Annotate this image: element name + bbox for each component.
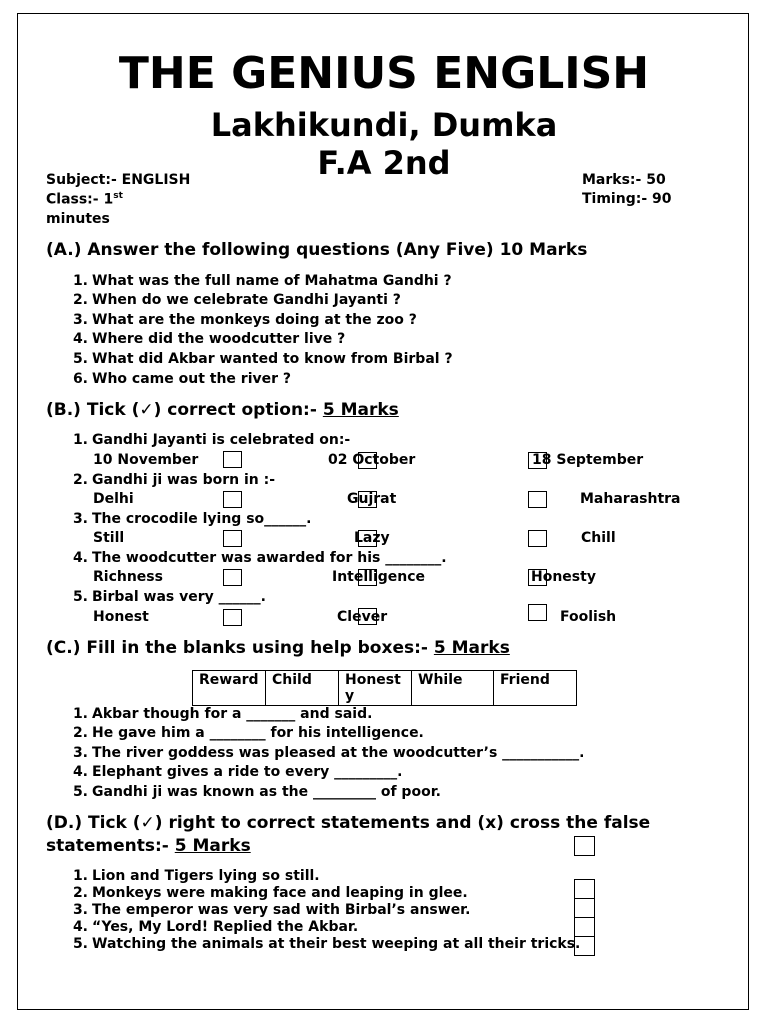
checkbox[interactable] xyxy=(223,530,242,547)
question-text: Elephant gives a ride to every _________. xyxy=(92,764,403,780)
question-b3: 3. The crocodile lying so______. xyxy=(72,511,312,527)
checkbox[interactable] xyxy=(223,609,242,626)
school-title: THE GENIUS ENGLISH xyxy=(118,48,650,99)
statement-text: The emperor was very sad with Birbal’s answer. xyxy=(92,902,471,918)
statement-d5: 5. Watching the animals at their best weeping at all their tricks. xyxy=(72,936,581,952)
timing-label: Timing:- 90 xyxy=(582,191,672,207)
section-a-title: (A.) Answer the following questions (Any Five) 10 Marks xyxy=(46,240,588,260)
question-a4: 4. Where did the woodcutter live ? xyxy=(72,331,346,347)
option-b4-b: Intelligence xyxy=(332,569,426,585)
class-label xyxy=(46,191,123,208)
subject-label: Subject:- ENGLISH xyxy=(46,172,191,188)
question-text: The crocodile lying so______. xyxy=(92,511,312,527)
question-text: He gave him a ________ for his intelligence. xyxy=(92,725,424,741)
help-word: Reward xyxy=(193,671,266,706)
question-a5: 5. What did Akbar wanted to know from Birbal ? xyxy=(72,351,453,367)
option-b4-c: Honesty xyxy=(531,569,596,585)
option-b2-b: Gujrat xyxy=(347,491,397,507)
question-a2: 2. When do we celebrate Gandhi Jayanti ? xyxy=(72,292,401,308)
question-text: What was the full name of Mahatma Gandhi ? xyxy=(92,273,452,289)
checkbox[interactable] xyxy=(574,898,595,918)
school-place: Lakhikundi, Dumka xyxy=(210,106,558,144)
help-word: Honesty xyxy=(339,671,412,706)
checkbox[interactable] xyxy=(574,879,595,899)
checkbox[interactable] xyxy=(223,491,242,508)
marks-label: Marks:- 50 xyxy=(582,172,666,188)
question-text: Birbal was very ______. xyxy=(92,589,266,605)
statement-text: Watching the animals at their best weeping at all their tricks. xyxy=(92,936,581,952)
checkbox[interactable] xyxy=(223,451,242,468)
help-word: While xyxy=(412,671,494,706)
section-c-title xyxy=(46,638,510,658)
section-b-marks: 5 Marks xyxy=(322,400,399,420)
exam-title: F.A 2nd xyxy=(317,144,451,182)
section-b-title xyxy=(46,400,399,420)
checkbox[interactable] xyxy=(574,836,595,856)
question-text: Akbar though for a _______ and said. xyxy=(92,706,373,722)
question-text: When do we celebrate Gandhi Jayanti ? xyxy=(92,292,401,308)
statement-d3: 3. The emperor was very sad with Birbal’s answer. xyxy=(72,902,471,918)
help-word: Child xyxy=(266,671,339,706)
question-text: What are the monkeys doing at the zoo ? xyxy=(92,312,417,328)
section-d-marks: 5 Marks xyxy=(174,836,251,856)
option-b3-c: Chill xyxy=(581,530,616,546)
option-b5-c: Foolish xyxy=(560,609,617,625)
question-text: What did Akbar wanted to know from Birbal ? xyxy=(92,351,453,367)
question-c5: 5. Gandhi ji was known as the _________ of poor. xyxy=(72,784,441,800)
checkbox[interactable] xyxy=(358,452,377,469)
question-text: The river goddess was pleased at the woodcutter’s ___________. xyxy=(92,745,585,761)
section-b-title-text: (B.) Tick (✓) correct option:- xyxy=(46,400,323,420)
question-text: Who came out the river ? xyxy=(92,371,292,387)
question-text: Gandhi ji was known as the _________ of poor. xyxy=(92,784,441,800)
statement-text: Monkeys were making face and leaping in glee. xyxy=(92,885,468,901)
help-box-table xyxy=(192,670,577,706)
question-text: Where did the woodcutter live ? xyxy=(92,331,346,347)
option-b1-b: 02 October xyxy=(328,452,416,468)
statement-text: Lion and Tigers lying so still. xyxy=(92,868,320,884)
section-d-title-line2 xyxy=(46,836,251,856)
section-d-title-text: statements:- xyxy=(46,836,175,856)
option-b1-c: 18 September xyxy=(532,452,644,468)
class-superscript: st xyxy=(113,191,123,201)
option-b5-a: Honest xyxy=(93,609,149,625)
checkbox[interactable] xyxy=(574,917,595,937)
checkbox[interactable] xyxy=(223,569,242,586)
checkbox[interactable] xyxy=(528,604,547,621)
option-b5-b: Clever xyxy=(337,609,388,625)
question-text: Gandhi Jayanti is celebrated on:- xyxy=(92,432,351,448)
statement-d4: 4. “Yes, My Lord! Replied the Akbar. xyxy=(72,919,359,935)
question-text: Gandhi ji was born in :- xyxy=(92,472,276,488)
question-b4: 4. The woodcutter was awarded for his ________. xyxy=(72,550,447,566)
help-word: Friend xyxy=(494,671,577,706)
statement-text: “Yes, My Lord! Replied the Akbar. xyxy=(92,919,359,935)
question-c1: 1. Akbar though for a _______ and said. xyxy=(72,706,373,722)
question-b2: 2. Gandhi ji was born in :- xyxy=(72,472,276,488)
checkbox[interactable] xyxy=(528,530,547,547)
option-b2-a: Delhi xyxy=(93,491,134,507)
checkbox[interactable] xyxy=(528,491,547,508)
section-c-marks: 5 Marks xyxy=(433,638,510,658)
question-c2: 2. He gave him a ________ for his intelligence. xyxy=(72,725,424,741)
statement-d2: 2. Monkeys were making face and leaping in glee. xyxy=(72,885,468,901)
section-c-title-text: (C.) Fill in the blanks using help boxes:- xyxy=(46,638,434,658)
class-text: Class:- 1 xyxy=(46,191,114,208)
question-c3: 3. The river goddess was pleased at the woodcutter’s ___________. xyxy=(72,745,585,761)
minutes-label: minutes xyxy=(46,211,110,227)
option-b4-a: Richness xyxy=(93,569,163,585)
question-a3: 3. What are the monkeys doing at the zoo ? xyxy=(72,312,417,328)
question-text: The woodcutter was awarded for his ________. xyxy=(92,550,447,566)
question-a6: 6. Who came out the river ? xyxy=(72,371,292,387)
question-c4: 4. Elephant gives a ride to every _________. xyxy=(72,764,403,780)
section-d-title-line1: (D.) Tick (✓) right to correct statements and (x) cross the false xyxy=(46,813,651,833)
option-b3-b: Lazy xyxy=(354,530,390,546)
option-b2-c: Maharashtra xyxy=(580,491,681,507)
option-b3-a: Still xyxy=(93,530,125,546)
question-b5: 5. Birbal was very ______. xyxy=(72,589,266,605)
checkbox[interactable] xyxy=(574,936,595,956)
question-a1: 1. What was the full name of Mahatma Gandhi ? xyxy=(72,273,452,289)
option-b1-a: 10 November xyxy=(93,452,199,468)
statement-d1: 1. Lion and Tigers lying so still. xyxy=(72,868,320,884)
question-b1: 1. Gandhi Jayanti is celebrated on:- xyxy=(72,432,351,448)
